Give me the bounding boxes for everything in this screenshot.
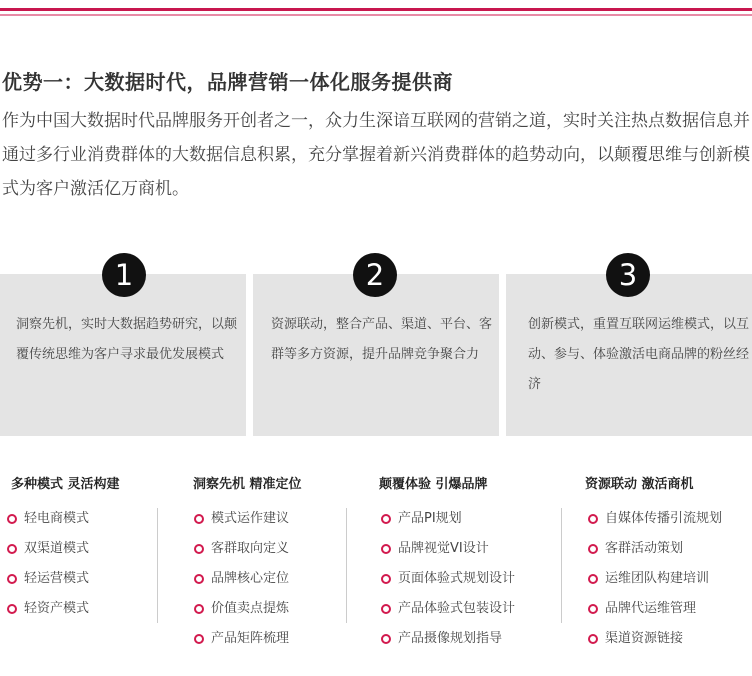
intro-paragraph: 作为中国大数据时代品牌服务开创者之一，众力生深谙互联网的营销之道，实时关注热点数据信息并通过多行业消费群体的大数据信息积累，充分掌握着新兴消费群体的趋势动向，以颠覆思维与创新模式为客户激活亿万商机。: [2, 111, 750, 199]
ring-bullet-icon: [381, 574, 391, 584]
list-item: [194, 565, 289, 595]
ring-bullet-icon: [194, 514, 204, 524]
feature-card-text: 资源联动，整合产品、渠道、平台、客群等多方资源，提升品牌竞争聚合力: [271, 317, 493, 362]
column-list-insight: [194, 505, 289, 655]
column-divider: [157, 508, 158, 623]
list-item-label: 产品PI规划: [398, 511, 462, 526]
list-item-label: 运维团队构建培训: [605, 571, 710, 586]
list-item: [7, 565, 89, 595]
list-item-label: 品牌视觉VI设计: [398, 541, 489, 556]
list-item: [381, 535, 515, 565]
list-item: [381, 625, 515, 655]
top-border-line-thick: [0, 8, 752, 11]
column-list-experience: [381, 505, 515, 655]
list-item-label: 自媒体传播引流规划: [605, 511, 723, 526]
ring-bullet-icon: [588, 514, 598, 524]
list-item-label: 轻电商模式: [24, 511, 90, 526]
list-item-label: 产品矩阵梳理: [211, 631, 290, 646]
feature-card-2: [253, 274, 499, 436]
list-item-label: 双渠道模式: [24, 541, 90, 556]
ring-bullet-icon: [588, 574, 598, 584]
top-border-line-thin: [0, 14, 752, 16]
column-divider: [561, 508, 562, 623]
column-title-resources: 资源联动 激活商机: [585, 477, 694, 492]
ring-bullet-icon: [7, 544, 17, 554]
ring-bullet-icon: [381, 544, 391, 554]
list-item: [588, 595, 722, 625]
list-item: [194, 505, 289, 535]
list-item: [588, 565, 722, 595]
list-item-label: 产品体验式包装设计: [398, 601, 516, 616]
column-title-modes: 多种模式 灵活构建: [11, 477, 120, 492]
list-item: [7, 535, 89, 565]
list-item: [194, 625, 289, 655]
list-item: [588, 535, 722, 565]
feature-card-3: [506, 274, 752, 436]
list-item: [588, 505, 722, 535]
list-item-label: 品牌代运维管理: [605, 601, 697, 616]
number-badge-1: 1: [102, 253, 146, 297]
column-list-resources: [588, 505, 722, 655]
number-badge-2: 2: [353, 253, 397, 297]
column-title-experience: 颠覆体验 引爆品牌: [379, 477, 488, 492]
ring-bullet-icon: [194, 634, 204, 644]
column-list-modes: [7, 505, 89, 625]
feature-card-text: 创新模式，重置互联网运维模式，以互动、参与、体验激活电商品牌的粉丝经济: [528, 317, 750, 392]
ring-bullet-icon: [7, 574, 17, 584]
ring-bullet-icon: [381, 604, 391, 614]
list-item-label: 客群取向定义: [211, 541, 290, 556]
feature-card-1: [0, 274, 246, 436]
top-border: [0, 0, 752, 20]
section-headline: 优势一：大数据时代，品牌营销一体化服务提供商: [2, 70, 453, 94]
ring-bullet-icon: [7, 604, 17, 614]
list-item-label: 价值卖点提炼: [211, 601, 290, 616]
list-item-label: 轻运营模式: [24, 571, 90, 586]
number-badge-3: 3: [606, 253, 650, 297]
ring-bullet-icon: [588, 634, 598, 644]
list-item-label: 轻资产模式: [24, 601, 90, 616]
list-item: [381, 565, 515, 595]
list-item-label: 页面体验式规划设计: [398, 571, 516, 586]
list-item-label: 客群活动策划: [605, 541, 684, 556]
list-item-label: 产品摄像规划指导: [398, 631, 503, 646]
list-item: [381, 595, 515, 625]
list-item: [194, 535, 289, 565]
ring-bullet-icon: [194, 544, 204, 554]
ring-bullet-icon: [588, 604, 598, 614]
ring-bullet-icon: [194, 574, 204, 584]
column-title-insight: 洞察先机 精准定位: [193, 477, 302, 492]
ring-bullet-icon: [381, 634, 391, 644]
ring-bullet-icon: [381, 514, 391, 524]
list-item: [194, 595, 289, 625]
list-item: [7, 505, 89, 535]
list-item-label: 渠道资源链接: [605, 631, 684, 646]
list-item: [381, 505, 515, 535]
list-item: [588, 625, 722, 655]
feature-card-text: 洞察先机，实时大数据趋势研究，以颠覆传统思维为客户寻求最优发展模式: [16, 317, 238, 362]
list-item: [7, 595, 89, 625]
list-item-label: 模式运作建议: [211, 511, 290, 526]
ring-bullet-icon: [194, 604, 204, 614]
ring-bullet-icon: [588, 544, 598, 554]
list-item-label: 品牌核心定位: [211, 571, 290, 586]
column-divider: [346, 508, 347, 623]
ring-bullet-icon: [7, 514, 17, 524]
